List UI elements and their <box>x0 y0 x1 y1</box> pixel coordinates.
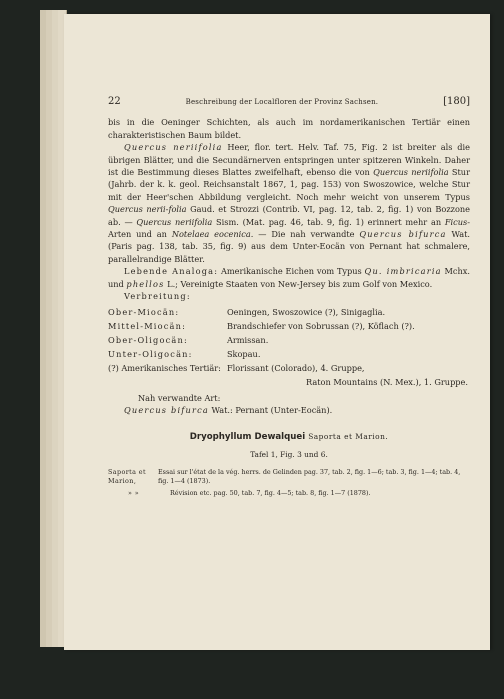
species-name: Dryophyllum Dewalquei <box>189 431 306 442</box>
taxon-name: Ficus <box>444 216 468 227</box>
text-run: L.; Vereinigte Staaten von New-Jersey bis zum Golf von Mexico. <box>164 278 433 289</box>
distribution-list <box>108 305 470 376</box>
text-run: Sism. (Mat. pag. 46, tab. 9, fig. 1) erinnert mehr an <box>212 216 445 227</box>
text-run: Mchx. und <box>108 266 470 289</box>
bibliography-entry <box>108 489 470 499</box>
text-run: -Arten und an <box>108 216 470 240</box>
stage-label: Unter-Oligocän: <box>108 349 193 360</box>
text-run: Wat.: Pernant (Unter-Eocän). <box>208 405 333 416</box>
species-heading <box>108 431 470 443</box>
stage-label: (?) Amerikanisches Tertiär: <box>108 363 221 374</box>
taxon-name: Quercus neriifolia <box>136 216 213 227</box>
taxon-name: Qu. imbricaria <box>364 266 442 277</box>
bibliography <box>108 468 470 499</box>
taxon-name: Quercus neriifolia <box>124 142 223 153</box>
text-run: . — Die nah verwandte <box>250 229 360 240</box>
plate-reference: Tafel 1, Fig. 3 und 6. <box>250 450 328 460</box>
text-run: Stur (Jahrb. der k. k. geol. Reichsanstalt 1867, 1, pag. 153) von Swoszowice, welche Stur mit der Heer'schen Abbildung vergleicht. Noch mehr weicht von unserem Typus <box>108 167 470 202</box>
ref-text: Essai sur l'état de la vég. herrs. de Gelinden pag. 37, tab. 2, fig. 1—6; tab. 3, fig. 1—4; tab. 4, fig. 1—4 (1873). <box>158 467 461 486</box>
stage-label: Ober-Miocän: <box>108 306 180 317</box>
ref-author: Saporta et Marion, <box>108 467 146 486</box>
stage-localities: Florissant (Colorado), 4. Gruppe, <box>226 363 365 374</box>
related-label-text: Nah verwandte Art: <box>138 392 221 403</box>
related-label <box>108 392 470 404</box>
distribution-label: Verbreitung: <box>124 291 191 302</box>
paragraph-analoga <box>108 265 470 290</box>
paragraph-continuation <box>108 116 470 141</box>
page-header <box>108 96 470 108</box>
ref-author: » » <box>128 488 140 497</box>
text-run: Wat. (Paris pag. 138, tab. 35, fig. 9) aus dem Unter-Eocän von Pernant hat schmalere, parallelrandige Blätter. <box>108 229 471 264</box>
taxon-name: Quercus bifurca <box>124 405 209 416</box>
running-title: Beschreibung der Localfloren der Provinz Sachsen. <box>185 98 379 106</box>
taxon-name: phellos <box>126 278 165 289</box>
page-number: 22 <box>108 96 121 107</box>
stage-localities: Skopau. <box>226 349 261 360</box>
stage-localities: Oeningen, Swoszowice (?), Sinigaglia. <box>226 306 386 317</box>
taxon-name: Quercus nerii-folia <box>108 204 187 215</box>
text-run: Amerikanische Eichen vom Typus <box>218 266 365 277</box>
section-label: Lebende Analoga: <box>124 266 219 277</box>
text-run: Gaud. et Strozzi (Contrib. VI, pag. 12, tab. 2, fig. 1) von Bozzone ab. — <box>108 204 471 227</box>
taxon-name: Quercus neriifolia <box>373 167 449 178</box>
text-line: bis in die Oeninger Schichten, als auch im nordamerikanischen <box>108 117 406 128</box>
paragraph-discussion <box>108 141 470 265</box>
page-content <box>108 96 470 498</box>
bracket-page-number: [180] <box>443 96 470 107</box>
stage-localities-continued: Raton Mountains (N. Mex.), 1. Gruppe. <box>305 376 468 387</box>
taxon-name: Quercus bifurca <box>359 229 447 240</box>
species-authors: Saporta et Marion. <box>308 431 389 441</box>
stage-localities: Armissan. <box>226 334 269 345</box>
ref-text: Révision etc. pag. 50, tab. 7, fig. 4—5; tab. 8, fig. 1—7 (1878). <box>170 488 371 497</box>
stage-label: Mittel-Miocän: <box>108 320 187 331</box>
text-run: Heer, flor. tert. Helv. Taf. 75, Fig. 2 ist breiter als die übrigen Blätter, und die Secundärnerven entspringen unter spitzeren Winkeln. Daher ist die Bestimmung dieses Blattes zweifelhaft, ebenso die von <box>108 142 471 178</box>
related-species <box>108 404 470 416</box>
bibliography-entry <box>108 468 470 487</box>
text-line: Tertiär einen charakteristischen Baum bildet. <box>108 117 470 140</box>
taxon-name: Notelaea eocenica <box>171 229 251 240</box>
stage-label: Ober-Oligocän: <box>108 334 188 345</box>
stage-localities: Brandschiefer von Sobrussan (?), Köflach (?). <box>226 320 415 331</box>
